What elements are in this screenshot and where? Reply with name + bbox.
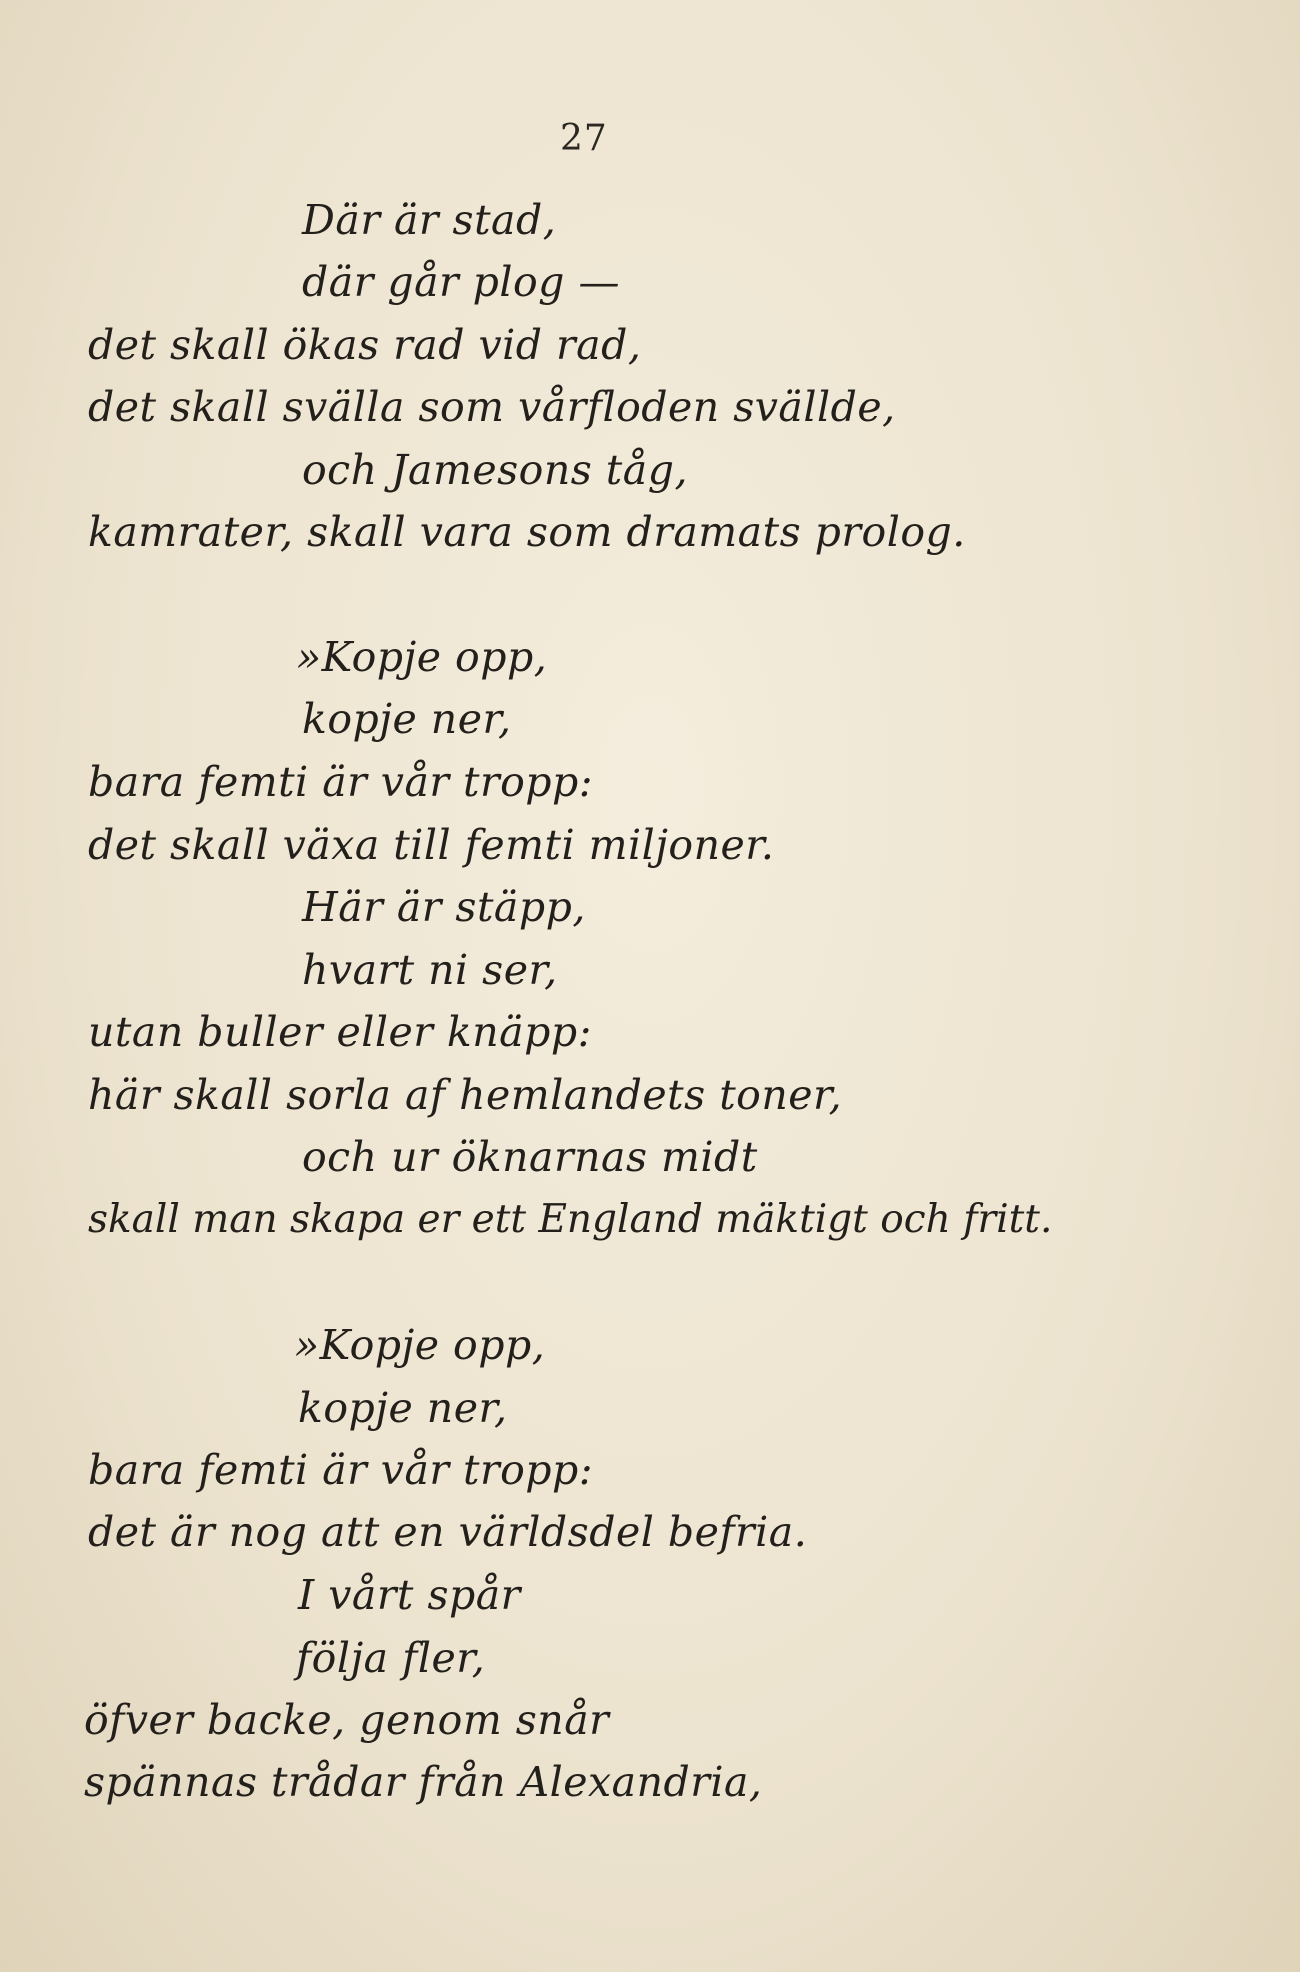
verse-line: där går plog — — [302, 258, 620, 306]
verse-line: här skall sorla af hemlandets toner, — [88, 1071, 843, 1119]
verse-line: det skall ökas rad vid rad, — [88, 321, 642, 369]
verse-line: hvart ni ser, — [302, 946, 558, 994]
verse-line: »Kopje opp, — [294, 1321, 546, 1369]
verse-line: och ur öknarnas midt — [302, 1133, 758, 1181]
verse-line: skall man skapa er ett England mäktigt och fritt. — [88, 1197, 1053, 1242]
verse-line: bara femti är vår tropp: — [88, 758, 594, 806]
verse-line: bara femti är vår tropp: — [88, 1446, 594, 1494]
verse-line: och Jamesons tåg, — [302, 446, 689, 494]
verse-line: I vårt spår — [298, 1571, 521, 1619]
verse-line: spännas trådar från Alexandria, — [84, 1758, 763, 1806]
verse-line: Där är stad, — [302, 196, 557, 244]
verse-line: utan buller eller knäpp: — [88, 1008, 592, 1056]
verse-line: Här är stäpp, — [302, 883, 586, 931]
verse-line: öfver backe, genom snår — [84, 1696, 610, 1744]
verse-line: kopje ner, — [302, 695, 512, 743]
verse-line: det är nog att en världsdel befria. — [88, 1508, 808, 1556]
verse-line: det skall svälla som vårfloden svällde, — [88, 383, 896, 431]
page-number: 27 — [560, 118, 608, 159]
verse-line: kamrater, skall vara som dramats prolog. — [88, 508, 966, 556]
verse-line: »Kopje opp, — [296, 633, 548, 681]
verse-line: det skall växa till femti miljoner. — [88, 821, 775, 869]
verse-line: följa fler, — [296, 1634, 486, 1682]
verse-line: kopje ner, — [298, 1384, 508, 1432]
